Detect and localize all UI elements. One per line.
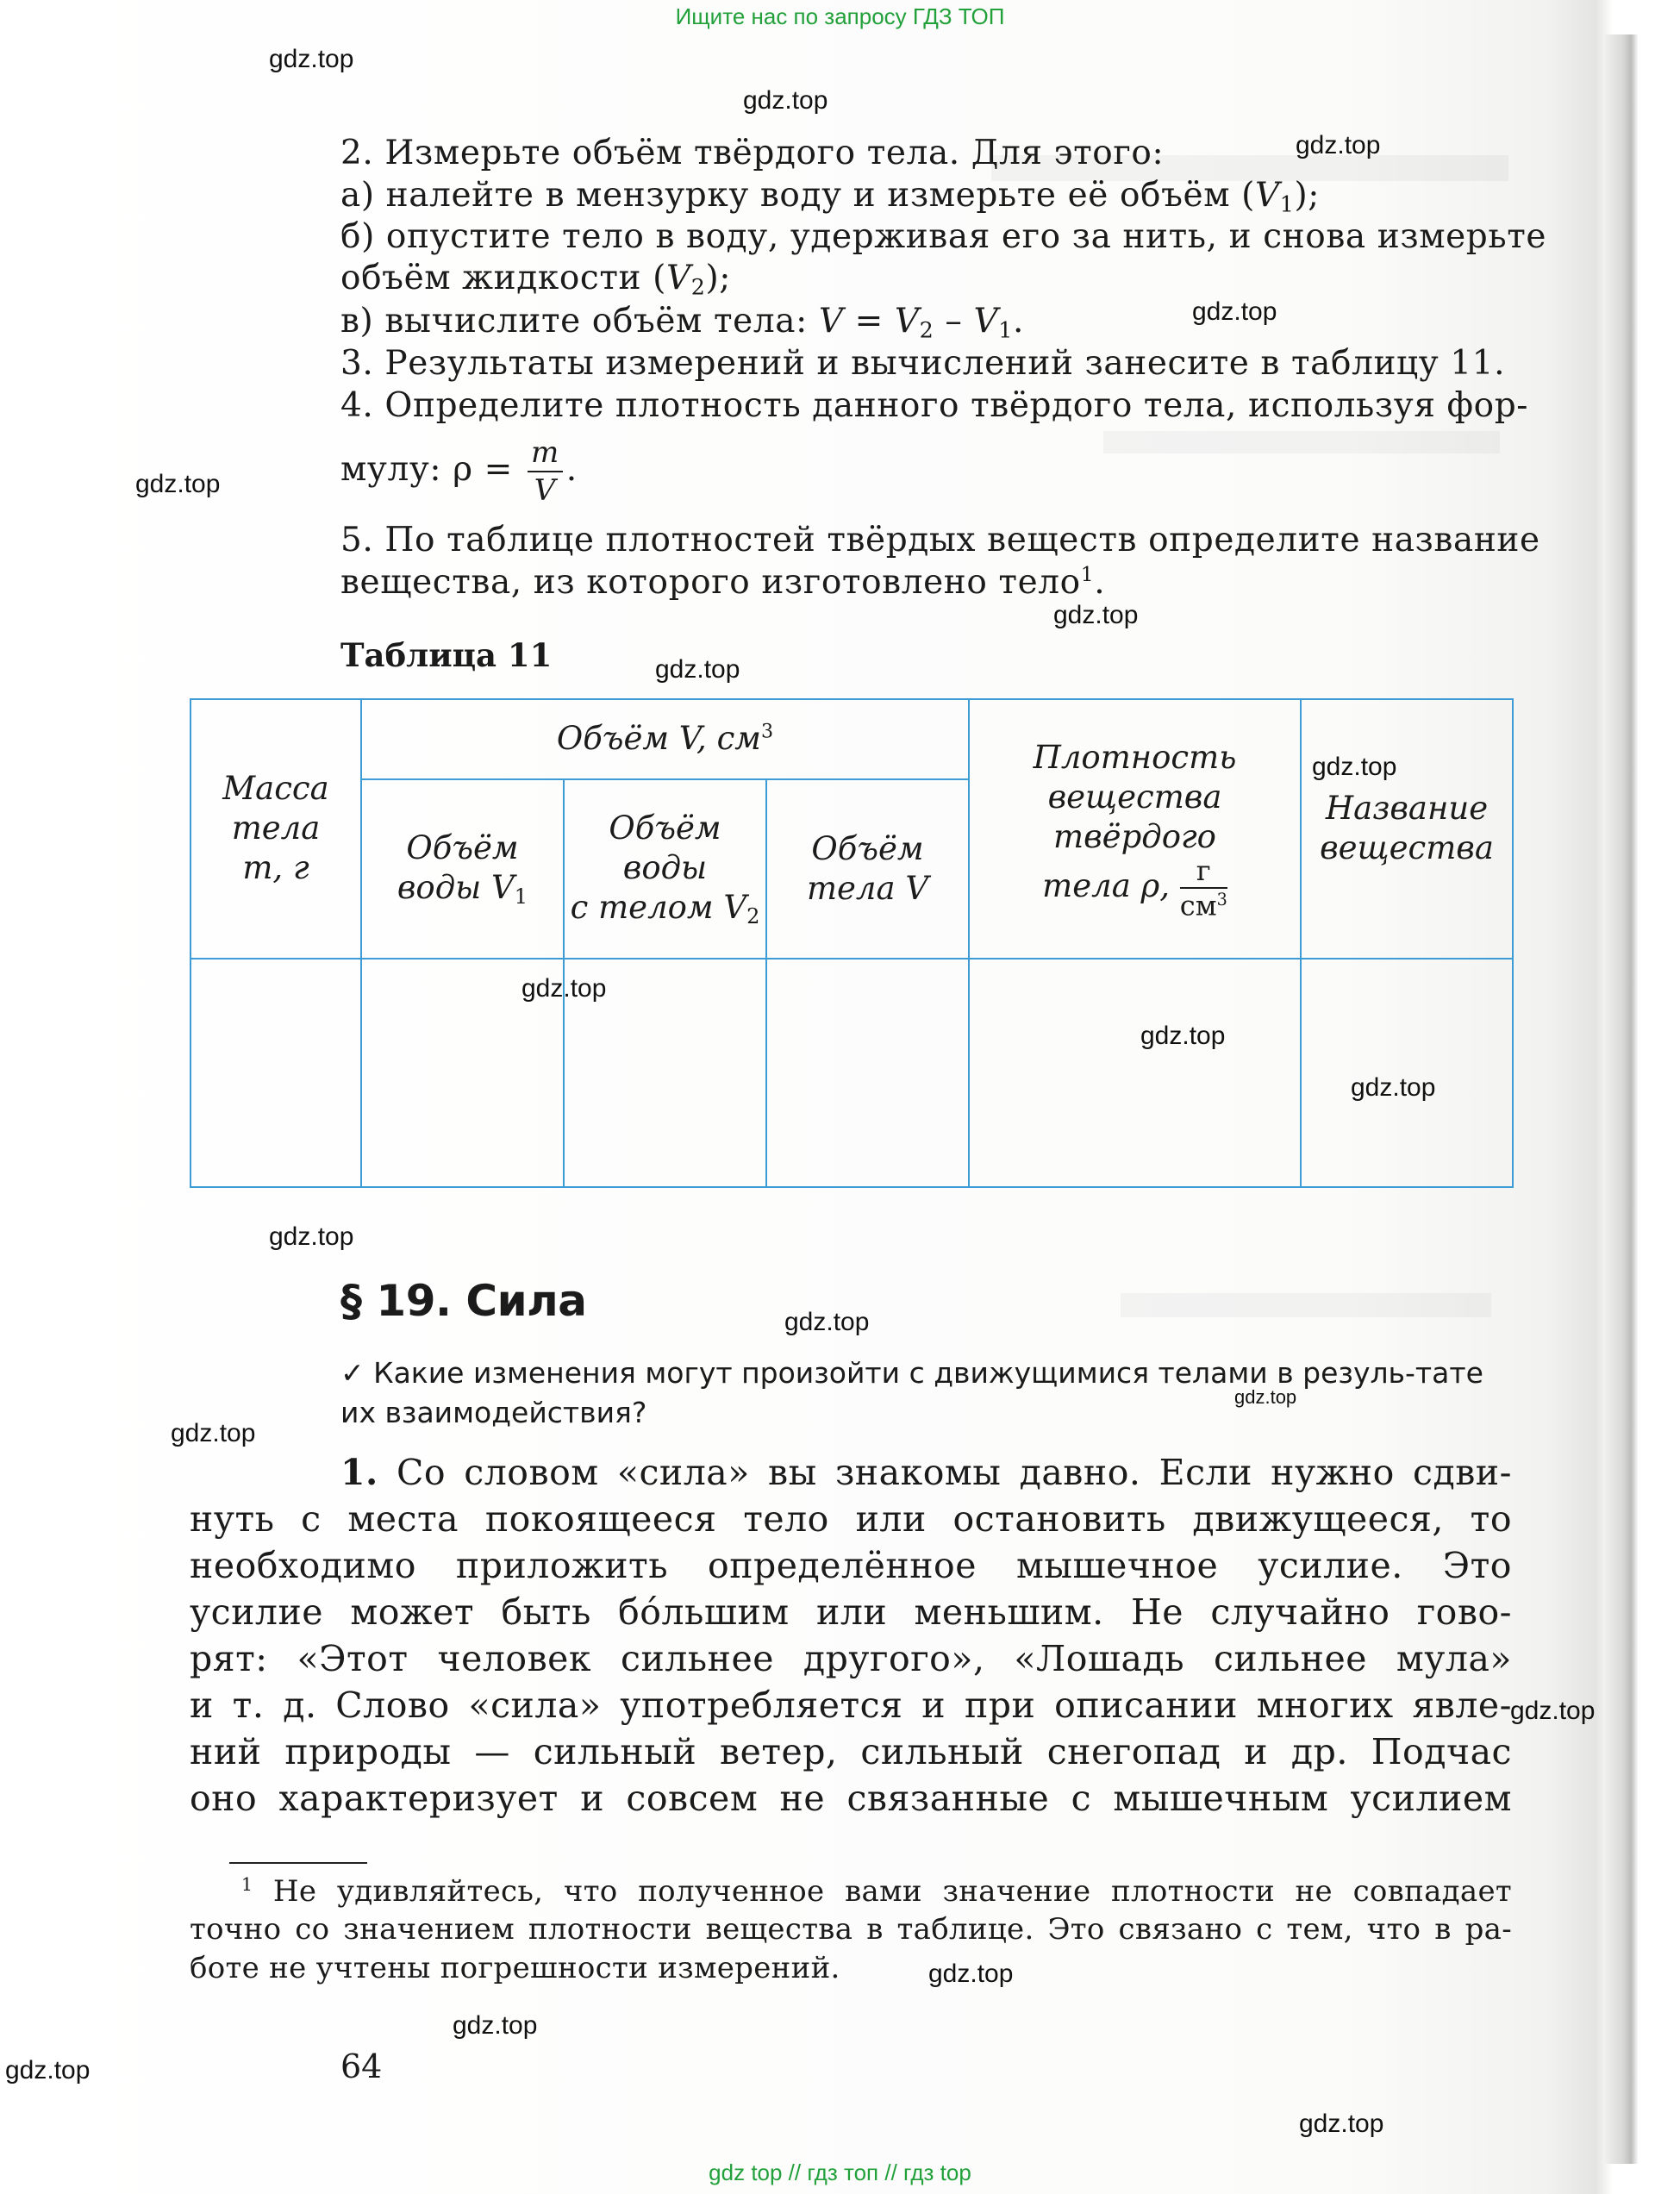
col-substance-name: Название вещества — [1301, 699, 1513, 959]
watermark: gdz.top — [784, 1308, 870, 1336]
step-5-line1: 5. По таблице плотностей твёрдых веществ определите название — [340, 521, 1540, 559]
results-table — [190, 698, 1514, 1188]
paragraph-line: рят: «Этот человек сильнее другого», «Лошадь сильнее мула» — [190, 1638, 1512, 1679]
watermark: gdz.top — [1296, 131, 1381, 159]
bottom-banner[interactable]: gdz top // гдз топ // гдз top — [709, 2160, 971, 2185]
watermark: gdz.top — [135, 470, 221, 498]
watermark: gdz.top — [1192, 297, 1277, 326]
watermark: gdz.top — [1053, 601, 1139, 629]
table-cell-water-volume[interactable] — [361, 959, 564, 1187]
watermark: gdz.top — [5, 2056, 91, 2085]
paragraph-line: усилие может быть бóльшим или меньшим. Не случайно гово- — [190, 1591, 1512, 1633]
watermark: gdz.top — [1510, 1697, 1596, 1725]
table-cell-water-with-body-volume[interactable] — [564, 959, 766, 1187]
col-mass: Масса тела m, г — [190, 699, 361, 959]
density-unit-fraction: $\frac{г}{см^3}$ — [1179, 854, 1227, 922]
section-question: ✓ Какие изменения могут произойти с движущимися телами в резуль-тате их взаимодействия? — [340, 1356, 1483, 1429]
step-4-line1: 4. Определите плотность данного твёрдого тела, используя фор- — [340, 386, 1529, 425]
col-water-volume: Объём воды V1 — [361, 779, 564, 959]
watermark: gdz.top — [1312, 753, 1397, 781]
watermark: gdz.top — [928, 1960, 1014, 1988]
step-2b-line1: б) опустите тело в воду, удерживая его за нить, и снова измерьте — [340, 217, 1547, 256]
paragraph-line: и т. д. Слово «сила» употребляется и при описании многих явле- — [190, 1685, 1512, 1726]
col-body-volume: Объём тела V — [766, 779, 969, 959]
bleed-through-texture — [1121, 1293, 1491, 1317]
footnote-rule — [229, 1862, 367, 1864]
top-banner[interactable]: Ищите нас по запросу ГДЗ ТОП — [675, 3, 1005, 29]
bleed-through-texture — [1103, 431, 1500, 453]
checkmark-icon: ✓ — [340, 1356, 365, 1390]
section-title: § 19. Сила — [340, 1276, 587, 1326]
footnote-line: $^1$ Не удивляйтесь, что полученное вами значение плотности не совпадает — [241, 1874, 1512, 1910]
watermark: gdz.top — [521, 974, 607, 1003]
table-cell-mass[interactable] — [190, 959, 361, 1187]
watermark: gdz.top — [1299, 2110, 1384, 2138]
step-3: 3. Результаты измерений и вычислений занесите в таблицу 11. — [340, 344, 1506, 383]
col-water-with-body-volume: Объём воды с телом V2 — [564, 779, 766, 959]
step-4-formula: мулу: ρ = $\frac{m}{V}$ . — [340, 435, 578, 508]
watermark: gdz.top — [655, 655, 740, 684]
step-2c: в) вычислите объём тела: V = V2 – V1. — [340, 302, 1024, 343]
table-cell-density[interactable] — [969, 959, 1301, 1187]
paragraph-line: 1. Со словом «сила» вы знакомы давно. Если нужно сдви- — [340, 1452, 1512, 1493]
watermark: gdz.top — [269, 1222, 354, 1251]
step-2a: а) налейте в мензурку воду и измерьте её объём (V1); — [340, 176, 1321, 217]
watermark: gdz.top — [1234, 1386, 1297, 1408]
watermark: gdz.top — [171, 1419, 256, 1447]
paragraph-line: необходимо приложить определённое мышечное усилие. Это — [190, 1545, 1512, 1586]
watermark: gdz.top — [743, 86, 828, 115]
footnote-line: точно со значением плотности вещества в таблице. Это связано с тем, что в ра- — [190, 1912, 1512, 1947]
step-5-line2: вещества, из которого изготовлено тело$^1$. — [340, 562, 1106, 603]
watermark: gdz.top — [269, 45, 354, 73]
paragraph-line: оно характеризует и совсем не связанные с мышечным усилием — [190, 1778, 1512, 1819]
book-spine-shadow — [1605, 34, 1638, 2164]
watermark: gdz.top — [453, 2011, 538, 2040]
step-2-heading: 2. Измерьте объём твёрдого тела. Для этого: — [340, 134, 1165, 172]
paragraph-line: нуть с места покоящееся тело или остановить движущееся, то — [190, 1498, 1512, 1540]
watermark: gdz.top — [1140, 1022, 1226, 1050]
page-number: 64 — [340, 2047, 383, 2085]
col-density: Плотность вещества твёрдого тела ρ, $\frac{г}{см^3}$ — [969, 699, 1301, 959]
table-caption: Таблица 11 — [340, 636, 553, 674]
density-formula-fraction: $\frac{m}{V}$ — [528, 438, 563, 505]
table-cell-body-volume[interactable] — [766, 959, 969, 1187]
step-2b-line2: объём жидкости (V2); — [340, 259, 732, 300]
paragraph-line: ний природы — сильный ветер, сильный снегопад и др. Подчас — [190, 1731, 1512, 1772]
watermark: gdz.top — [1351, 1073, 1436, 1102]
footnote-line: боте не учтены погрешности измерений. — [190, 1951, 840, 1985]
col-group-volume: Объём V, $см^3$ — [361, 699, 969, 779]
table-cell-substance-name[interactable] — [1301, 959, 1513, 1187]
